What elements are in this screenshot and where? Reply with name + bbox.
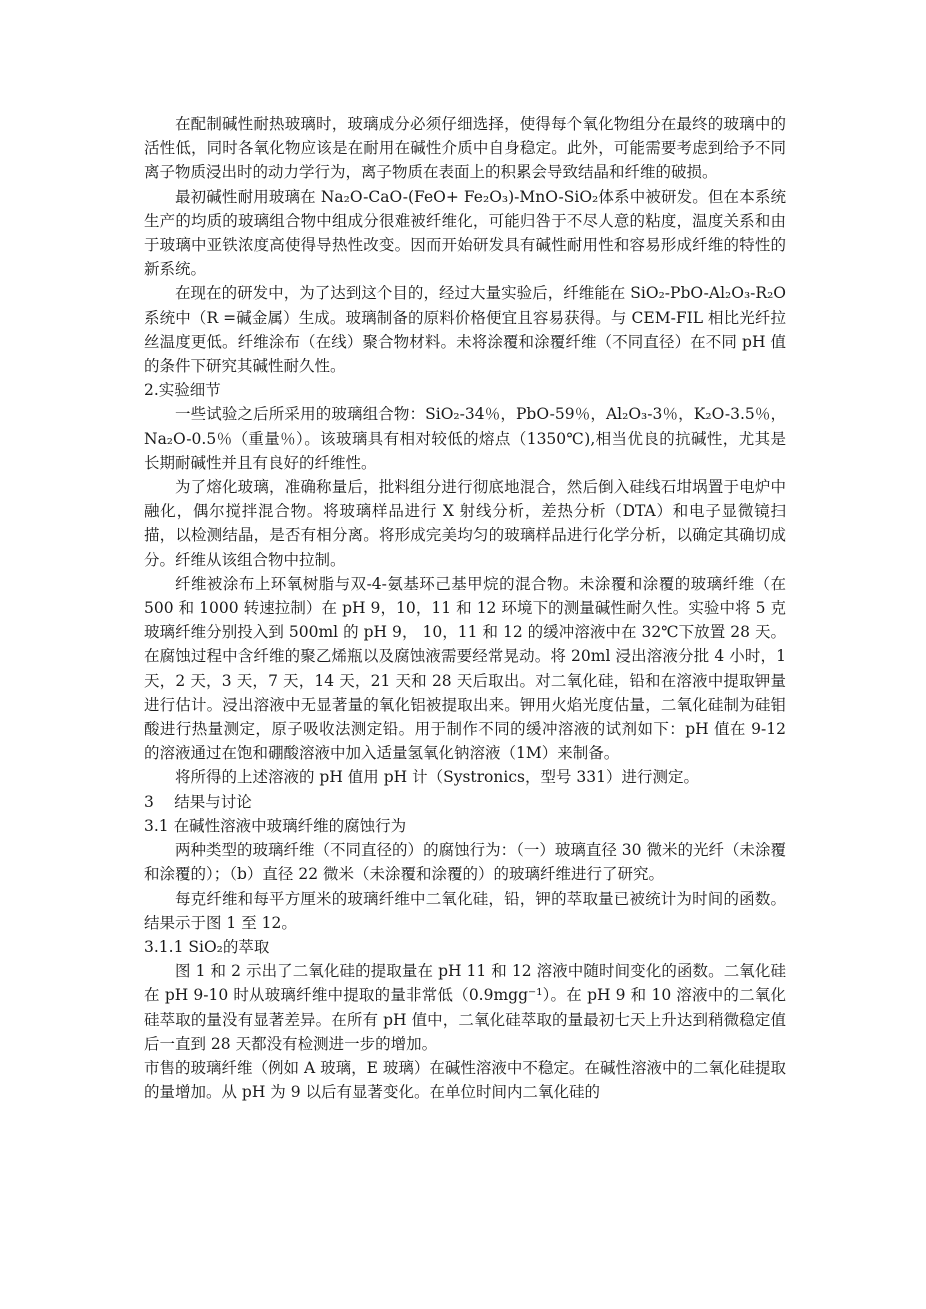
paragraph-fiber-types: 两种类型的玻璃纤维（不同直径的）的腐蚀行为：（一）玻璃直径 30 微米的光纤（未涂覆和涂覆的）；（b）直径 22 微米（未涂覆和涂覆的）的玻璃纤维进行了研究。 <box>144 841 786 884</box>
section-heading-experimental: 2.实验细节 <box>144 381 221 400</box>
subsection-heading-corrosion: 3.1 在碱性溶液中玻璃纤维的腐蚀行为 <box>144 816 407 835</box>
paragraph-sio2-extraction: 图 1 和 2 示出了二氧化硅的提取量在 pH 11 和 12 溶液中随时间变化的函数。二氧化硅在 pH 9-10 时从玻璃纤维中提取的量非常低（0.9mgg⁻¹）。在 pH 9 和 10 溶液中的二氧化硅萃取的量没有显著差异。在所有 pH 值中，二氧化硅萃取的量最初七天上升达到稍微稳定值后一直到 28 天都没有检测进一步的增加。 <box>144 962 786 1053</box>
paragraph-early-research: 最初碱性耐用玻璃在 Na₂O-CaO-(FeO+ Fe₂O₃)-MnO-SiO₂体系中被研发。但在本系统生产的均质的玻璃组合物中组成分很难被纤维化，可能归咎于不尽人意的粘度，温度关系和由于玻璃中亚铁浓度高使得导热性改变。因而开始研发具有碱性耐用性和容易形成纤维的特性的新系统。 <box>144 187 786 279</box>
paragraph-commercial-fibers: 市售的玻璃纤维（例如 A 玻璃，E 玻璃）在碱性溶液中不稳定。在碱性溶液中的二氧化硅提取的量增加。从 pH 为 9 以后有显著变化。在单位时间内二氧化硅的 <box>144 1058 786 1102</box>
paragraph-ph-measurement: 将所得的上述溶液的 pH 值用 pH 计（Systronics，型号 331）进行测定。 <box>175 768 699 787</box>
paragraph-coating-durability: 纤维被涂布上环氧树脂与双-4-氨基环己基甲烷的混合物。未涂覆和涂覆的玻璃纤维（在 500 和 1000 转速拉制）在 pH 9，10，11 和 12 环境下的测量碱性耐久性。实验中将 5 克玻璃纤维分别投入到 500ml 的 pH 9， 10，11 和 12 的缓冲溶液中在 32℃下放置 28 天。在腐蚀过程中含纤维的聚乙烯瓶以及腐蚀液需要经常晃动。将 20ml 浸出溶液分批 4 小时，1 天，2 天，3 天，7 天，14 天，21 天和 28 天后取出。对二氧化硅，铅和在溶液中提取钾量进行估计。浸出溶液中无显著量的氧化铝被提取出来。钾用火焰光度估量，二氧化硅制为硅钼酸进行热量测定，原子吸收法测定铅。用于制作不同的缓冲溶液的试剂如下：pH 值在 9-12 的溶液通过在饱和硼酸溶液中加入适量氢氧化钠溶液（1M）来制备。 <box>144 574 786 763</box>
section-heading-results: 3 结果与讨论 <box>144 792 252 811</box>
paragraph-extraction-stats: 每克纤维和每平方厘米的玻璃纤维中二氧化硅，铅，钾的萃取量已被统计为时间的函数。结果示于图 1 至 12。 <box>144 889 786 932</box>
subsubsection-heading-sio2: 3.1.1 SiO₂的萃取 <box>144 937 270 956</box>
paragraph-current-research: 在现在的研发中，为了达到这个目的，经过大量实验后，纤维能在 SiO₂-PbO-Al₂O₃-R₂O 系统中（R =碱金属）生成。玻璃制备的原料价格便宜且容易获得。与 CEM-FIL 相比光纤拉丝温度更低。纤维涂布（在线）聚合物材料。未将涂覆和涂覆纤维（不同直径）在不同 pH 值的条件下研究其碱性耐久性。 <box>144 284 786 376</box>
paragraph-glass-composition: 一些试验之后所采用的玻璃组合物：SiO₂-34％，PbO-59％，Al₂O₃-3％，K₂O-3.5％，Na₂O-0.5％（重量％）。该玻璃具有相对较低的熔点（1350℃),相当优良的抗碱性，尤其是长期耐碱性并且有良好的纤维性。 <box>144 405 786 472</box>
paragraph-intro: 在配制碱性耐热玻璃时，玻璃成分必须仔细选择，使得每个氧化物组分在最终的玻璃中的活性低，同时各氧化物应该是在耐用在碱性介质中自身稳定。此外，可能需要考虑到给予不同离子物质浸出时的动力学行为，离子物质在表面上的积累会导致结晶和纤维的破损。 <box>144 115 786 182</box>
paragraph-melting: 为了熔化玻璃，准确称量后，批料组分进行彻底地混合，然后倒入硅线石坩埚置于电炉中融化，偶尔搅拌混合物。将玻璃样品进行 X 射线分析，差热分析（DTA）和电子显微镜扫描，以检测结晶，是否有相分离。将形成完美均匀的玻璃样品进行化学分析，以确定其确切成分。纤维从该组合物中拉制。 <box>144 478 786 569</box>
